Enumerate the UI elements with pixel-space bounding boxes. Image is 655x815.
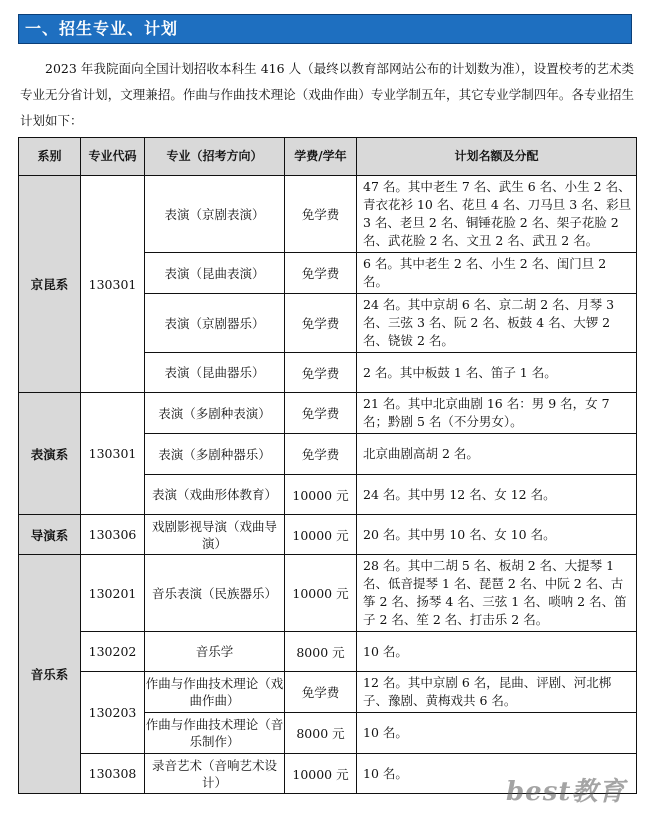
code-cell: 130308 <box>81 754 145 794</box>
table-row <box>19 672 637 713</box>
code-cell: 130203 <box>81 672 145 754</box>
header-major: 专业（招考方向） <box>145 138 285 176</box>
code-cell: 130201 <box>81 555 145 632</box>
code-cell: 130301 <box>81 393 145 515</box>
major-cell: 音乐学 <box>145 632 285 672</box>
fee-cell: 免学费 <box>285 353 357 393</box>
fee-cell: 免学费 <box>285 253 357 294</box>
major-cell: 表演（京剧表演） <box>145 176 285 253</box>
table-row <box>19 393 637 434</box>
major-cell: 音乐表演（民族器乐） <box>145 555 285 632</box>
quota-cell: 24 名。其中男 12 名、女 12 名。 <box>357 475 637 515</box>
major-cell: 表演（多剧种表演） <box>145 393 285 434</box>
dept-cell: 京昆系 <box>19 176 81 393</box>
table-row <box>19 632 637 672</box>
code-cell: 130202 <box>81 632 145 672</box>
fee-cell: 10000 元 <box>285 475 357 515</box>
major-cell: 表演（昆曲表演） <box>145 253 285 294</box>
dept-cell: 音乐系 <box>19 555 81 794</box>
quota-cell: 10 名。 <box>357 754 637 794</box>
table-row <box>19 176 637 253</box>
fee-cell: 8000 元 <box>285 632 357 672</box>
code-cell: 130306 <box>81 515 145 555</box>
fee-cell: 免学费 <box>285 176 357 253</box>
section-title: 一、招生专业、计划 <box>18 14 632 44</box>
header-code: 专业代码 <box>81 138 145 176</box>
major-cell: 录音艺术（音响艺术设计） <box>145 754 285 794</box>
enrollment-plan-table <box>18 137 637 794</box>
quota-cell: 24 名。其中京胡 6 名、京二胡 2 名、月琴 3 名、三弦 3 名、阮 2 名、板鼓 4 名、大锣 2 名、铙钹 2 名。 <box>357 294 637 353</box>
fee-cell: 免学费 <box>285 434 357 475</box>
quota-cell: 20 名。其中男 10 名、女 10 名。 <box>357 515 637 555</box>
quota-cell: 47 名。其中老生 7 名、武生 6 名、小生 2 名、青衣花衫 10 名、花旦 4 名、刀马旦 3 名、彩旦 3 名、老旦 2 名、铜锤花脸 2 名、架子花脸 2 名、武花脸 2 名、文丑 2 名、武丑 2 名。 <box>357 176 637 253</box>
fee-cell: 免学费 <box>285 393 357 434</box>
table-header-row <box>19 138 637 176</box>
fee-cell: 免学费 <box>285 672 357 713</box>
fee-cell: 10000 元 <box>285 754 357 794</box>
major-cell: 戏剧影视导演（戏曲导演） <box>145 515 285 555</box>
major-cell: 表演（昆曲器乐） <box>145 353 285 393</box>
quota-cell: 10 名。 <box>357 632 637 672</box>
major-cell: 作曲与作曲技术理论（戏曲作曲） <box>145 672 285 713</box>
header-fee: 学费/学年 <box>285 138 357 176</box>
major-cell: 表演（戏曲形体教育） <box>145 475 285 515</box>
intro-paragraph <box>20 56 634 134</box>
quota-cell: 21 名。其中北京曲剧 16 名：男 9 名，女 7 名；黔剧 5 名（不分男女）。 <box>357 393 637 434</box>
dept-cell: 导演系 <box>19 515 81 555</box>
quota-cell: 2 名。其中板鼓 1 名、笛子 1 名。 <box>357 353 637 393</box>
major-cell: 表演（多剧种器乐） <box>145 434 285 475</box>
intro-text: 2023 年我院面向全国计划招收本科生 416 人（最终以教育部网站公布的计划数为准），设置校考的艺术类专业无分省计划，文理兼招。作曲与作曲技术理论（戏曲作曲）专业学制五年，其它专业学制四年。各专业招生计划如下： <box>20 61 634 128</box>
quota-cell: 12 名。其中京剧 6 名，昆曲、评剧、河北梆子、豫剧、黄梅戏共 6 名。 <box>357 672 637 713</box>
table-row <box>19 515 637 555</box>
major-cell: 作曲与作曲技术理论（音乐制作） <box>145 713 285 754</box>
watermark-logo: best教育 <box>506 777 626 807</box>
header-dept: 系别 <box>19 138 81 176</box>
header-quota: 计划名额及分配 <box>357 138 637 176</box>
fee-cell: 10000 元 <box>285 555 357 632</box>
fee-cell: 免学费 <box>285 294 357 353</box>
quota-cell: 北京曲剧高胡 2 名。 <box>357 434 637 475</box>
code-cell: 130301 <box>81 176 145 393</box>
table-row <box>19 555 637 632</box>
fee-cell: 10000 元 <box>285 515 357 555</box>
dept-cell: 表演系 <box>19 393 81 515</box>
quota-cell: 28 名。其中二胡 5 名、板胡 2 名、大提琴 1 名、低音提琴 1 名、琵琶 2 名、中阮 2 名、古筝 2 名、扬琴 4 名、三弦 1 名、唢呐 2 名、笛子 2 名、笙 2 名、打击乐 2 名。 <box>357 555 637 632</box>
quota-cell: 10 名。 <box>357 713 637 754</box>
quota-cell: 6 名。其中老生 2 名、小生 2 名、闺门旦 2 名。 <box>357 253 637 294</box>
major-cell: 表演（京剧器乐） <box>145 294 285 353</box>
fee-cell: 8000 元 <box>285 713 357 754</box>
